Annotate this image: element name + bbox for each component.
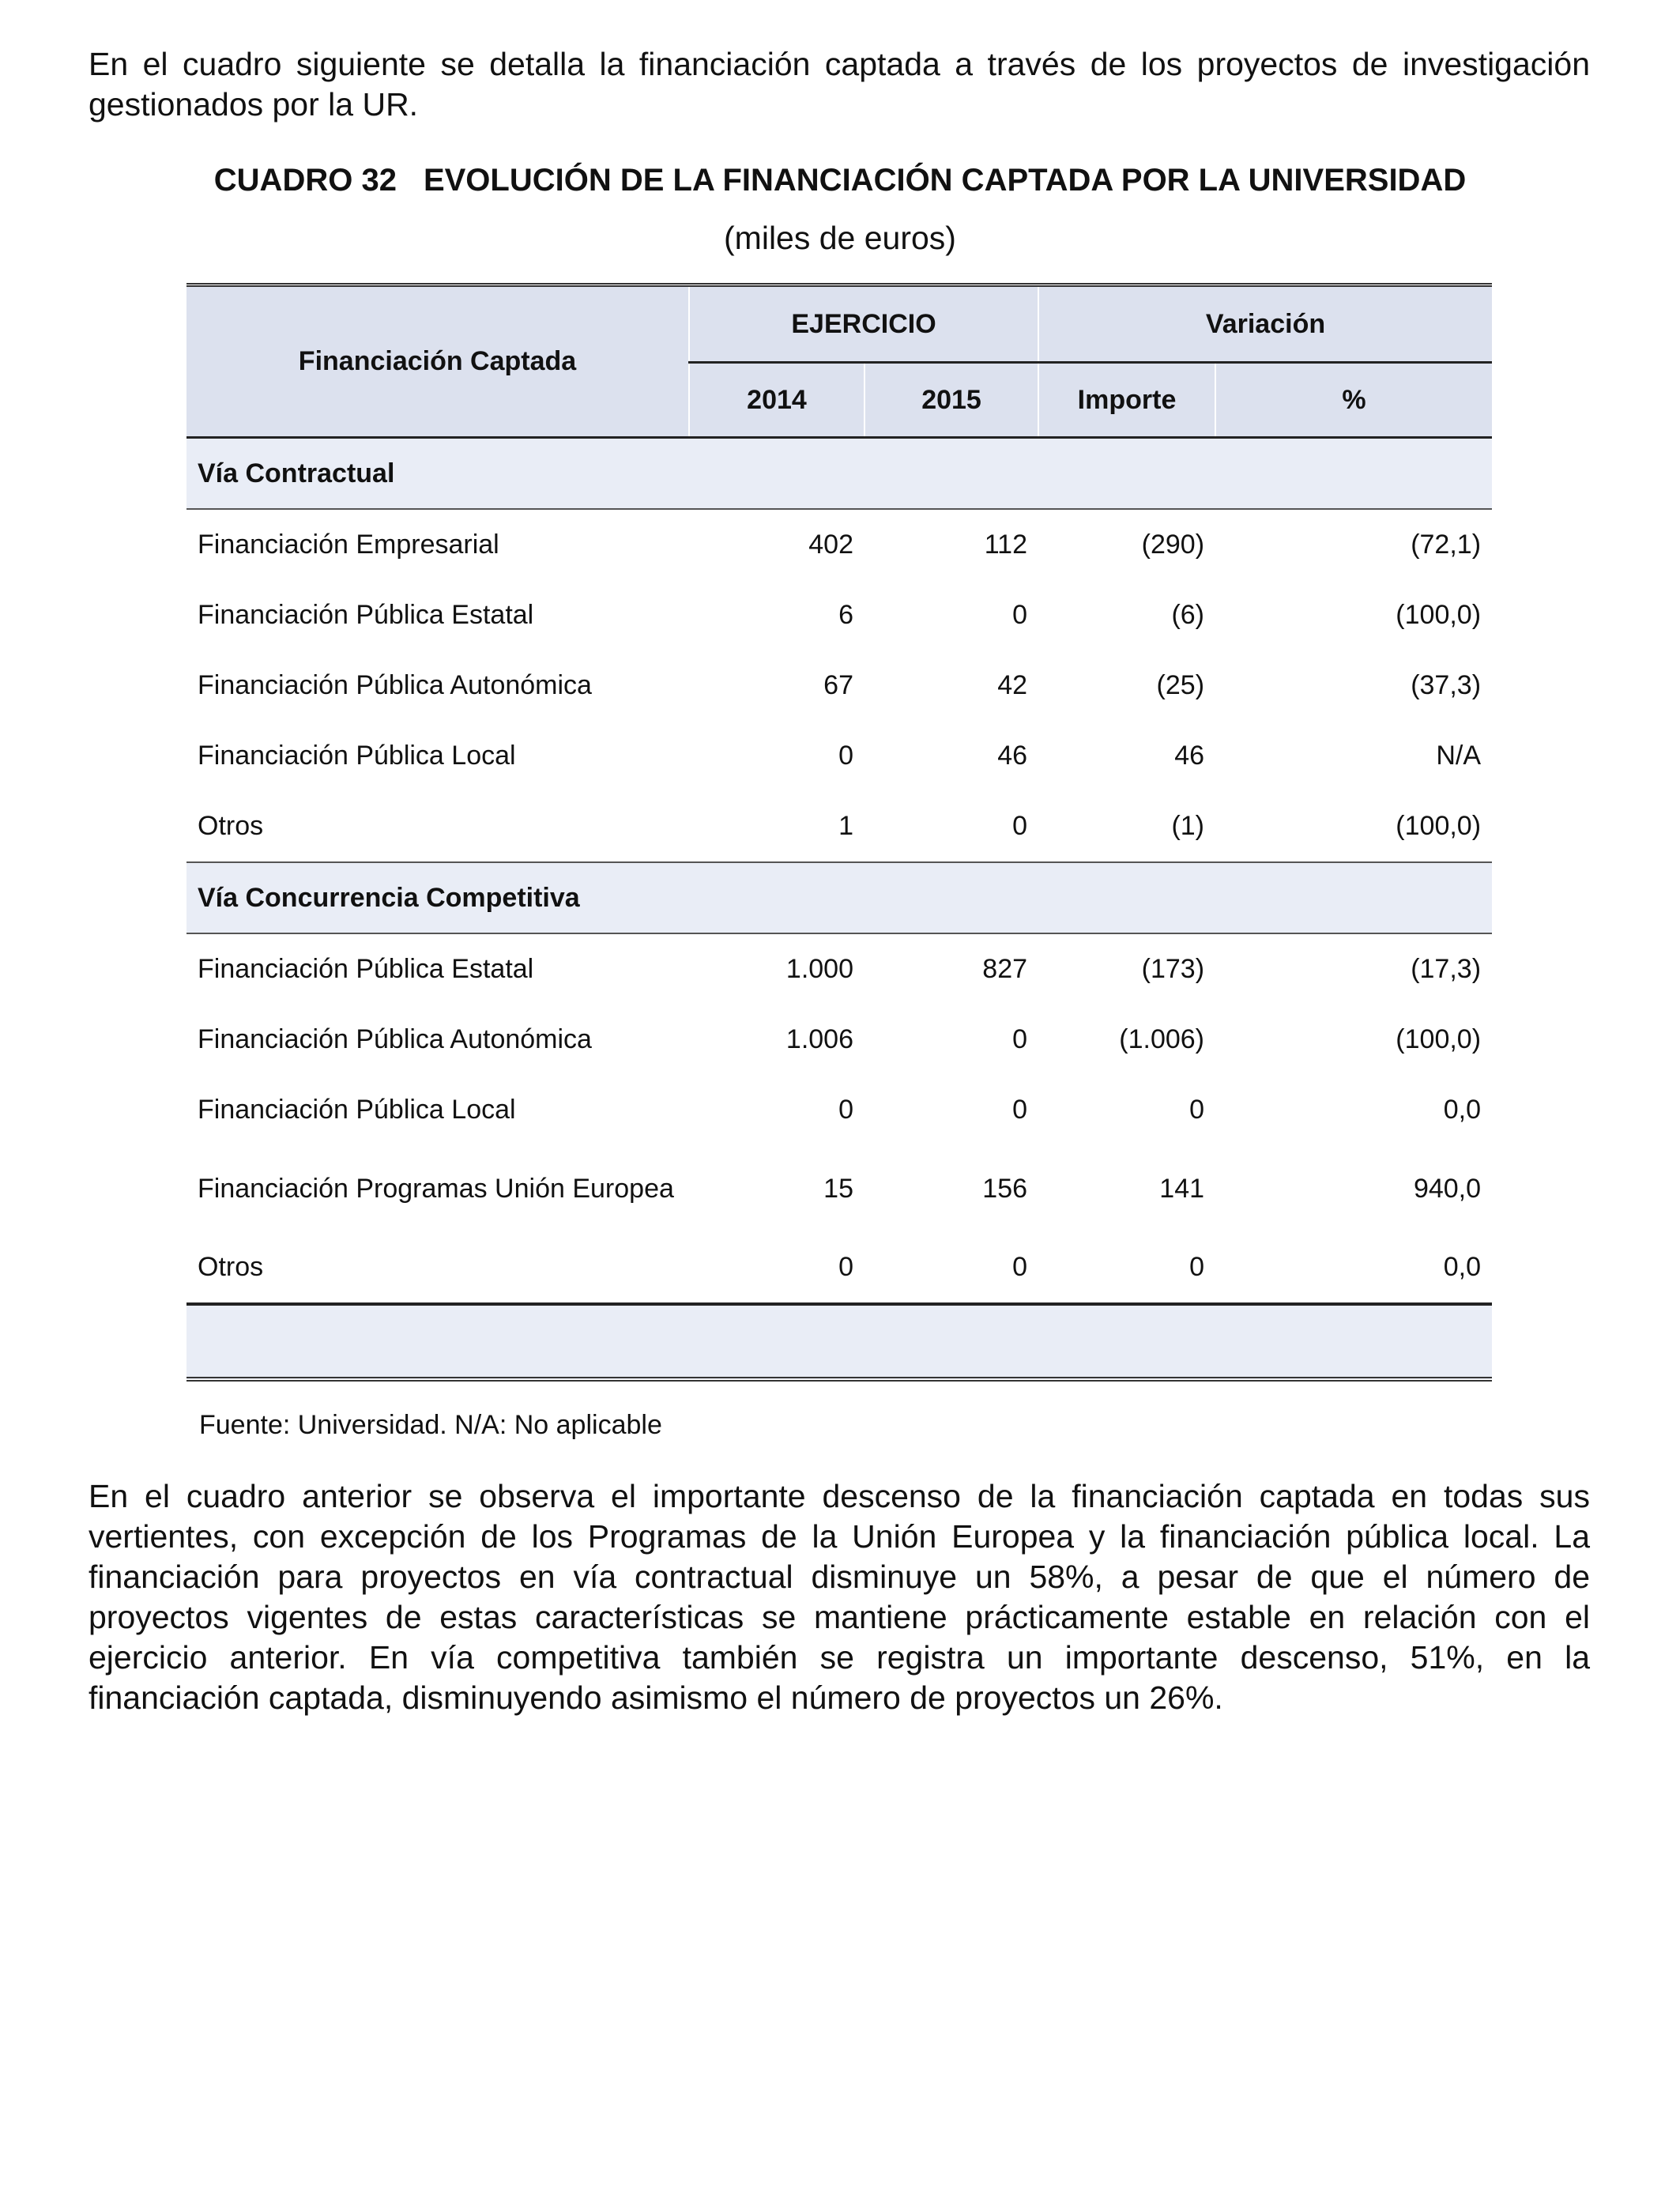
cell-2014: 0 <box>689 1232 864 1304</box>
cell-importe: (290) <box>1141 530 1205 560</box>
table-row <box>186 580 1492 650</box>
cell-2014: 1.000 <box>785 954 853 984</box>
row-label: Financiación Pública Estatal <box>198 954 534 984</box>
total-row-empty <box>186 1304 1492 1379</box>
row-label: Financiación Pública Autonómica <box>198 1024 592 1054</box>
row-label: Otros <box>198 811 264 841</box>
section-row <box>186 438 1492 510</box>
cell-2015: 42 <box>997 670 1028 700</box>
row-label: Financiación Pública Local <box>198 741 516 771</box>
cell-importe: 141 <box>1159 1173 1205 1204</box>
cell-importe: (25) <box>1156 670 1205 700</box>
cell-2015: 46 <box>997 741 1028 771</box>
row-label: Financiación Pública Estatal <box>198 600 534 630</box>
cell-importe: 0 <box>1189 1095 1205 1125</box>
cell-2015: 156 <box>982 1173 1028 1204</box>
row-label: Financiación Empresarial <box>198 530 499 560</box>
table-row <box>186 721 1492 791</box>
cell-importe: 46 <box>1174 741 1205 771</box>
table-row <box>186 1075 1492 1145</box>
row-label: Financiación Pública Autonómica <box>198 670 592 700</box>
header-2014: 2014 <box>689 363 864 438</box>
cell-2014: 402 <box>808 530 853 560</box>
header-ejercicio: EJERCICIO <box>689 285 1038 363</box>
section-title: Vía Contractual <box>186 438 1492 510</box>
cell-2015: 0 <box>864 1232 1038 1304</box>
header-financiacion-captada: Financiación Captada <box>186 285 689 438</box>
header-percent: % <box>1215 363 1492 438</box>
cell-importe: (1.006) <box>1119 1024 1205 1054</box>
cell-percent: N/A <box>1436 741 1482 771</box>
table-row <box>186 791 1492 862</box>
cell-2014: 0 <box>838 741 853 771</box>
total-row <box>186 1304 1492 1379</box>
table-row <box>186 933 1492 1005</box>
cell-percent: 940,0 <box>1413 1173 1482 1204</box>
row-label: Financiación Programas Unión Europea <box>198 1174 674 1204</box>
cell-percent: 0,0 <box>1215 1232 1492 1304</box>
cell-percent: (37,3) <box>1411 670 1482 700</box>
table-row <box>186 1145 1492 1232</box>
row-label: Financiación Pública Local <box>198 1095 516 1125</box>
conclusion-paragraph: En el cuadro anterior se observa el importante descenso de la financiación captada en todas sus vertientes, con excepción de los Programas de la Unión Europea y la financiación pública local. La financiación para proyectos en vía contractual disminuye un 58%, a pesar de que el número de proyectos vigentes de estas características se mantiene prácticamente estable en relación con el ejercicio anterior. En vía competitiva también se registra un importante descenso, 51%, en la financiación captada, disminuyendo asimismo el número de proyectos un 26%. <box>89 1478 1590 1716</box>
table-number: CUADRO 32 <box>213 163 397 198</box>
cell-2015: 827 <box>982 954 1028 984</box>
cell-2015: 112 <box>984 530 1028 560</box>
cell-2015: 0 <box>1012 1024 1028 1054</box>
cell-percent: (100,0) <box>1396 811 1482 841</box>
source-note: Fuente: Universidad. N/A: No aplicable <box>199 1410 662 1440</box>
row-label: Otros <box>186 1232 689 1304</box>
table-subtitle: (miles de euros) <box>724 220 956 256</box>
header-importe: Importe <box>1038 363 1215 438</box>
section-title: Vía Concurrencia Competitiva <box>186 862 1492 933</box>
cell-2014: 0 <box>838 1095 853 1125</box>
table-title-text: EVOLUCIÓN DE LA FINANCIACIÓN CAPTADA POR LA UNIVERSIDAD <box>423 163 1467 198</box>
table-row <box>186 509 1492 580</box>
cell-importe: (173) <box>1141 954 1205 984</box>
cell-percent: (100,0) <box>1396 1024 1482 1054</box>
cell-importe: (1) <box>1171 811 1205 841</box>
cell-percent: (17,3) <box>1411 954 1482 984</box>
header-2015: 2015 <box>864 363 1038 438</box>
financing-table <box>186 283 1492 1382</box>
cell-percent: (72,1) <box>1411 530 1482 560</box>
cell-2014: 1 <box>838 811 853 841</box>
cell-percent: (100,0) <box>1396 600 1482 630</box>
cell-importe: 0 <box>1038 1232 1215 1304</box>
table-row <box>186 1005 1492 1075</box>
cell-2014: 6 <box>838 600 853 630</box>
cell-importe: (6) <box>1171 600 1205 630</box>
header-row-1 <box>186 285 1492 363</box>
cell-2015: 0 <box>1012 1095 1028 1125</box>
cell-2015: 0 <box>1012 600 1028 630</box>
header-variacion: Variación <box>1038 285 1492 363</box>
table-title <box>0 163 1680 198</box>
table-row <box>186 1232 1492 1304</box>
cell-percent: 0,0 <box>1443 1095 1482 1125</box>
cell-2014: 15 <box>823 1173 853 1204</box>
cell-2015: 0 <box>1012 811 1028 841</box>
cell-2014: 1.006 <box>785 1024 853 1054</box>
table-row <box>186 650 1492 721</box>
section-row <box>186 862 1492 933</box>
intro-paragraph: En el cuadro siguiente se detalla la financiación captada a través de los proyectos de investigación gestionados por la UR. <box>89 46 1590 123</box>
cell-2014: 67 <box>823 670 853 700</box>
